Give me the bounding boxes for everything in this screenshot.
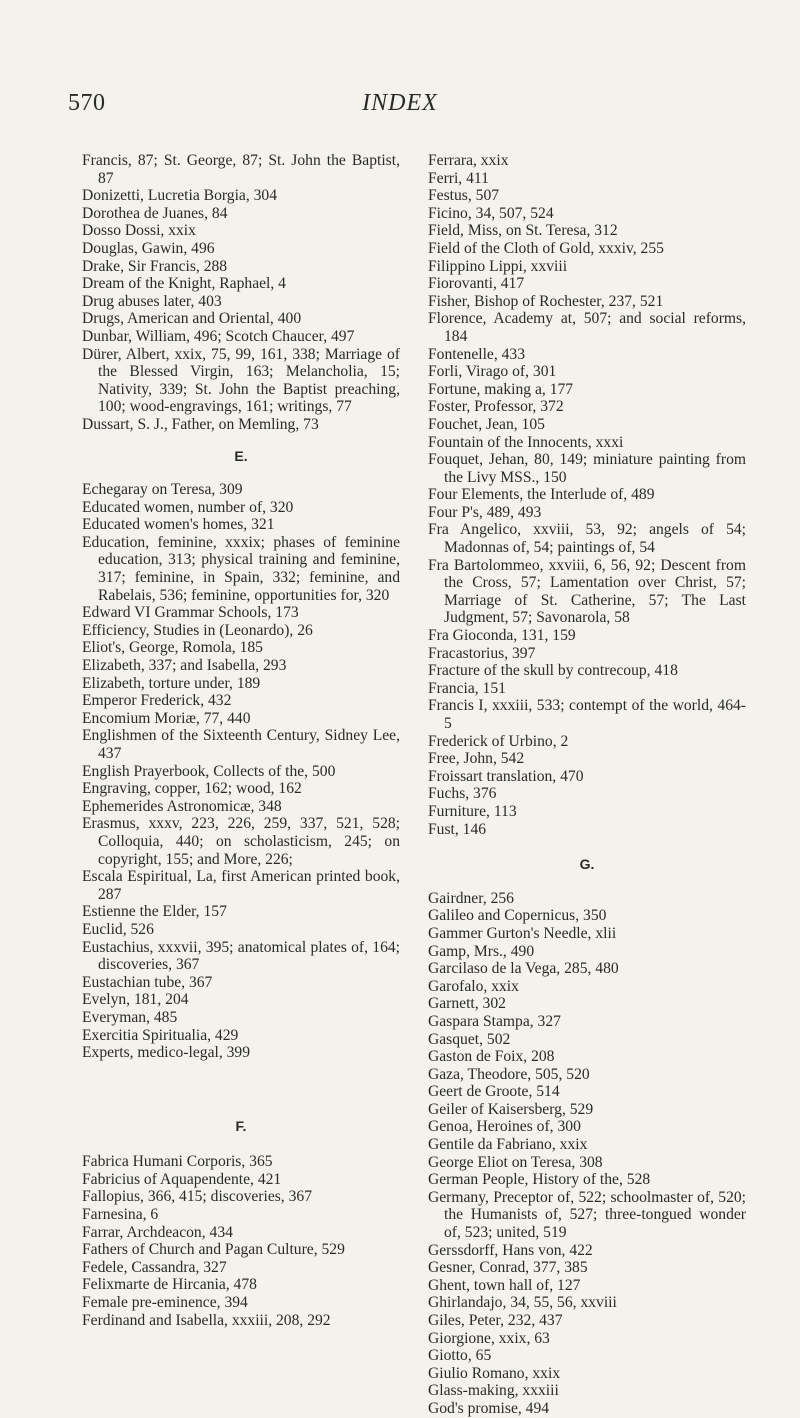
index-entry: Giorgione, xxix, 63: [428, 1329, 550, 1347]
index-entry: Garofalo, xxix: [428, 977, 519, 995]
index-entry: Giles, Peter, 232, 437: [428, 1312, 563, 1329]
index-entry: Eliot's, George, Romola, 185: [82, 639, 263, 657]
index-entry: Gaston de Foix, 208: [428, 1048, 555, 1066]
index-entry: Dorothea de Juanes, 84: [82, 204, 228, 222]
index-block-f-continued: [428, 152, 746, 838]
index-entry: Francia, 151: [428, 679, 506, 697]
section-letter-g: G.: [579, 856, 595, 873]
index-entry: Froissart translation, 470: [428, 767, 584, 785]
index-entry: Drug abuses later, 403: [82, 292, 222, 310]
index-entry: Ferri, 411: [428, 169, 489, 187]
index-entry: Ficino, 34, 507, 524: [428, 204, 554, 222]
index-entry: Eustachian tube, 367: [82, 973, 213, 991]
index-entry: Educated women, number of, 320: [82, 498, 294, 516]
index-entry: Fra Angelico, xxviii, 53, 92; angels of 54; Madonnas of, 54; paintings of, 54: [428, 521, 746, 557]
index-entry: Dunbar, William, 496; Scotch Chaucer, 497: [82, 327, 355, 345]
index-entry: Giulio Romano, xxix: [428, 1364, 561, 1382]
index-entry: Geiler of Kaisersberg, 529: [428, 1100, 594, 1118]
index-entry: Garnett, 302: [428, 995, 506, 1013]
index-entry: Four P's, 489, 493: [428, 503, 542, 521]
index-entry: Fabricius of Aquapendente, 421: [82, 1170, 282, 1188]
index-entry: Elizabeth, 337; and Isabella, 293: [82, 657, 287, 675]
index-entry: Fouquet, Jehan, 80, 149; miniature painting from the Livy MSS., 150: [428, 451, 746, 486]
index-entry: Gammer Gurton's Needle, xlii: [428, 924, 617, 942]
index-entry: Fiorovanti, 417: [428, 275, 525, 293]
index-entry: Gamp, Mrs., 490: [428, 942, 535, 960]
index-entry: Fallopius, 366, 415; discoveries, 367: [82, 1188, 312, 1206]
index-entry: Filippino Lippi, xxviii: [428, 257, 568, 275]
index-entry: Drugs, American and Oriental, 400: [82, 310, 302, 328]
index-entry: Erasmus, xxxv, 223, 226, 259, 337, 521, 528; Colloquia, 440; on scholasticism, 245; on copyright, 155; and More, 226;: [82, 815, 400, 868]
index-entry: Fracture of the skull by contrecoup, 418: [428, 662, 678, 680]
index-entry: Garcilaso de la Vega, 285, 480: [428, 960, 619, 978]
index-entry: Fisher, Bishop of Rochester, 237, 521: [428, 292, 664, 310]
index-entry: Genoa, Heroines of, 300: [428, 1118, 581, 1136]
index-entry: Gasquet, 502: [428, 1030, 511, 1048]
index-entry: Eustachius, xxxvii, 395; anatomical plates of, 164; discoveries, 367: [82, 938, 400, 974]
index-entry: Farrar, Archdeacon, 434: [82, 1223, 233, 1241]
index-entry: Escala Espiritual, La, first American printed book, 287: [82, 868, 400, 903]
index-entry: Encomium Moriæ, 77, 440: [82, 709, 251, 727]
index-entry: Ghent, town hall of, 127: [428, 1276, 581, 1294]
index-entry: Female pre-eminence, 394: [82, 1294, 248, 1312]
index-entry: God's promise, 494: [428, 1399, 550, 1417]
index-entry: Francis, 87; St. George, 87; St. John the Baptist, 87: [82, 152, 400, 187]
index-entry: Dosso Dossi, xxix: [82, 222, 196, 240]
index-entry: Ferdinand and Isabella, xxxiii, 208, 292: [82, 1311, 331, 1329]
index-entry: Geert de Groote, 514: [428, 1083, 560, 1101]
index-entry: Gerssdorff, Hans von, 422: [428, 1241, 593, 1259]
index-entry: Fuchs, 376: [428, 785, 497, 803]
index-entry: Euclid, 526: [82, 920, 154, 938]
index-entry: Education, feminine, xxxix; phases of feminine education, 313; physical training and feminine, 317; feminine, in Spain, 332; feminine, and Rabelais, 536; feminine, opportunities for, 320: [82, 533, 400, 604]
index-entry: Evelyn, 181, 204: [82, 991, 189, 1009]
page-number: 570: [68, 90, 106, 116]
index-entry: Germany, Preceptor of, 522; schoolmaster of, 520; the Humanists of, 527; three-tongued wonder of, 523; united, 519: [428, 1188, 746, 1242]
index-entry: Echegaray on Teresa, 309: [82, 481, 243, 499]
index-entry: Fathers of Church and Pagan Culture, 529: [82, 1241, 345, 1259]
index-entry: Dream of the Knight, Raphael, 4: [82, 275, 286, 293]
index-entry: Felixmarte de Hircania, 478: [82, 1276, 257, 1294]
index-entry: Field, Miss, on St. Teresa, 312: [428, 222, 618, 240]
index-entry: Forli, Virago of, 301: [428, 363, 557, 381]
index-entry: Glass-making, xxxiii: [428, 1382, 559, 1400]
index-entry: Farnesina, 6: [82, 1206, 159, 1224]
index-block-e: [82, 481, 400, 1062]
index-entry: Free, John, 542: [428, 750, 525, 768]
index-entry: Frederick of Urbino, 2: [428, 732, 569, 750]
index-entry: Donizetti, Lucretia Borgia, 304: [82, 187, 278, 205]
index-entry: Drake, Sir Francis, 288: [82, 257, 228, 275]
index-entry: George Eliot on Teresa, 308: [428, 1153, 603, 1171]
index-entry: Dussart, S. J., Father, on Memling, 73: [82, 415, 319, 433]
page-header-title: INDEX: [362, 90, 438, 116]
index-entry: Gaza, Theodore, 505, 520: [428, 1065, 590, 1083]
index-entry: Engraving, copper, 162; wood, 162: [82, 780, 302, 798]
index-column-left: [82, 152, 400, 1329]
index-block-f: [82, 1153, 400, 1329]
index-entry: Foster, Professor, 372: [428, 398, 564, 416]
index-entry: Dürer, Albert, xxix, 75, 99, 161, 338; Marriage of the Blessed Virgin, 163; Melancholia, 15; Nativity, 339; St. John the Baptist preaching, 100; wood-engravings, 161; writings, 77: [82, 345, 400, 416]
index-entry: English Prayerbook, Collects of the, 500: [82, 762, 336, 780]
index-entry: Edward VI Grammar Schools, 173: [82, 604, 299, 622]
section-letter-f: F.: [235, 1117, 247, 1134]
index-entry: Fontenelle, 433: [428, 345, 526, 363]
index-entry: Giotto, 65: [428, 1347, 492, 1365]
index-block-d: [82, 152, 400, 434]
index-entry: German People, History of the, 528: [428, 1171, 651, 1189]
index-block-g: [428, 890, 746, 1418]
index-entry: Field of the Cloth of Gold, xxxiv, 255: [428, 239, 664, 257]
index-entry: Fracastorius, 397: [428, 644, 536, 662]
index-entry: Galileo and Copernicus, 350: [428, 907, 607, 925]
index-entry: Educated women's homes, 321: [82, 516, 275, 534]
index-entry: Francis I, xxxiii, 533; contempt of the world, 464-5: [428, 697, 746, 732]
index-entry: Everyman, 485: [82, 1008, 178, 1026]
index-entry: Englishmen of the Sixteenth Century, Sidney Lee, 437: [82, 727, 400, 762]
index-entry: Fountain of the Innocents, xxxi: [428, 433, 624, 451]
index-entry: Fabrica Humani Corporis, 365: [82, 1153, 273, 1171]
index-entry: Efficiency, Studies in (Leonardo), 26: [82, 621, 313, 639]
index-entry: Fouchet, Jean, 105: [428, 415, 545, 433]
index-entry: Gentile da Fabriano, xxix: [428, 1136, 588, 1154]
index-entry: Ferrara, xxix: [428, 152, 509, 169]
index-entry: Four Elements, the Interlude of, 489: [428, 486, 655, 504]
index-entry: Gaspara Stampa, 327: [428, 1012, 561, 1030]
index-entry: Elizabeth, torture under, 189: [82, 674, 261, 692]
index-entry: Festus, 507: [428, 187, 500, 205]
index-entry: Gesner, Conrad, 377, 385: [428, 1259, 588, 1277]
index-entry: Fust, 146: [428, 820, 487, 838]
index-entry: Florence, Academy at, 507; and social reforms, 184: [428, 310, 746, 345]
index-entry: Ephemerides Astronomicæ, 348: [82, 797, 282, 815]
index-entry: Gairdner, 256: [428, 889, 514, 907]
index-entry: Exercitia Spiritualia, 429: [82, 1026, 239, 1044]
index-entry: Experts, medico-legal, 399: [82, 1044, 251, 1062]
index-entry: Emperor Frederick, 432: [82, 692, 232, 710]
section-letter-e: E.: [234, 447, 248, 464]
index-entry: Fra Gioconda, 131, 159: [428, 627, 576, 645]
index-entry: Fra Bartolommeo, xxviii, 6, 56, 92; Descent from the Cross, 57; Lamentation over Christ, 57; Marriage of St. Catherine, 57; The Last Judgment, 57; Savonarola, 58: [428, 556, 746, 627]
index-entry: Fedele, Cassandra, 327: [82, 1258, 227, 1276]
index-column-right: [428, 152, 746, 1418]
index-entry: Fortune, making a, 177: [428, 380, 574, 398]
index-entry: Estienne the Elder, 157: [82, 903, 227, 921]
index-entry: Douglas, Gawin, 496: [82, 239, 215, 257]
index-entry: Furniture, 113: [428, 802, 517, 820]
index-entry: Ghirlandajo, 34, 55, 56, xxviii: [428, 1294, 617, 1312]
